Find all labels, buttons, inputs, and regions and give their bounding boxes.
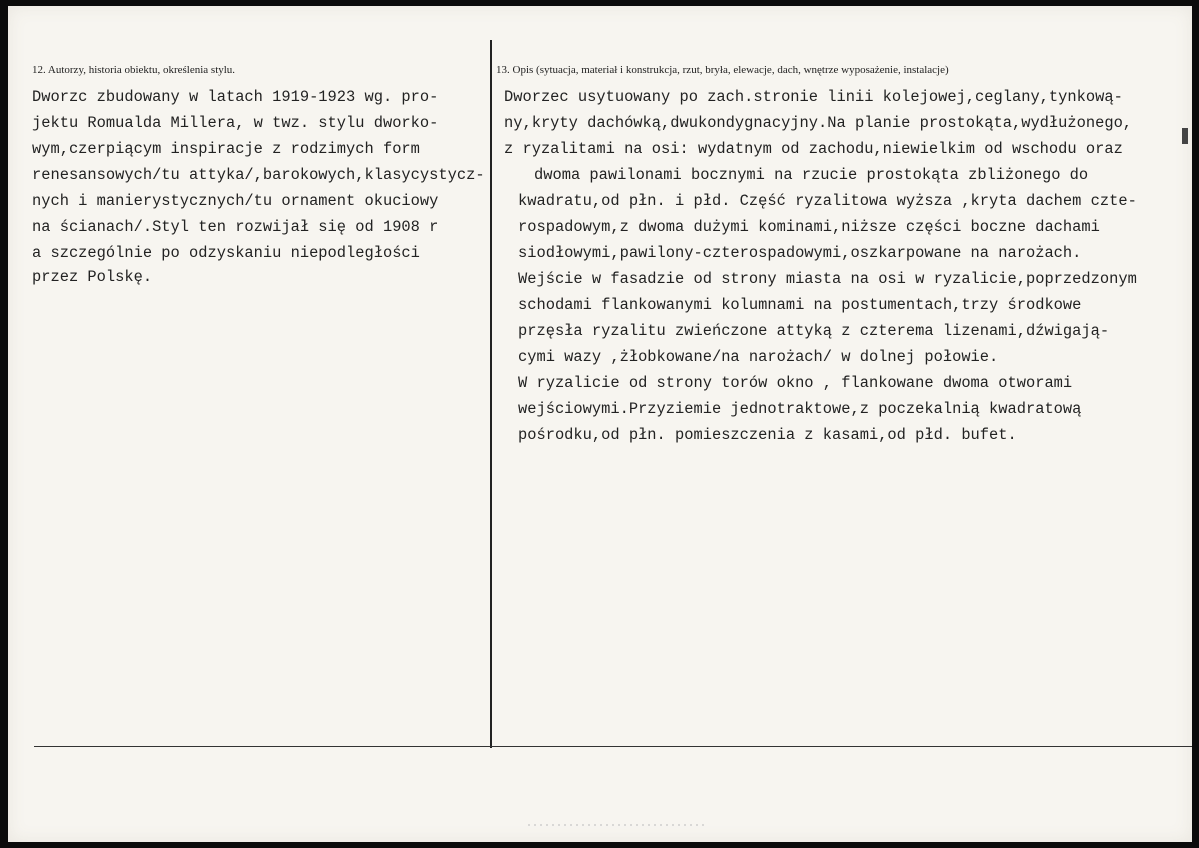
edge-marker [1182, 128, 1188, 144]
text-line: cymi wazy ,żłobkowane/na narożach/ w dolnej połowie. [518, 348, 999, 366]
section-13-header: 13. Opis (sytuacja, materiał i konstrukcja, rzut, bryła, elewacje, dach, wnętrze wyposażenie, instalacje) [496, 64, 949, 76]
text-line: Dworzec usytuowany po zach.stronie linii kolejowej,ceglany,tynkową- [504, 88, 1123, 106]
text-line: Dworzc zbudowany w latach 1919-1923 wg. pro- [32, 88, 439, 106]
text-line: przez Polskę. [32, 268, 153, 286]
text-line: wejściowymi.Przyziemie jednotraktowe,z poczekalnią kwadratową [518, 400, 1082, 418]
text-line: siodłowymi,pawilony-czterospadowymi,oszkarpowane na narożach. [518, 244, 1082, 262]
text-line: renesansowych/tu attyka/,barokowych,klasycystycz- [32, 166, 485, 184]
text-line: Wejście w fasadzie od strony miasta na osi w ryzalicie,poprzedzonym [518, 270, 1137, 288]
text-line: kwadratu,od płn. i płd. Część ryzalitowa wyższa ,kryta dachem czte- [518, 192, 1137, 210]
text-line: a szczególnie po odzyskaniu niepodległości [32, 244, 420, 262]
paper-specks [528, 824, 708, 826]
text-line: schodami flankowanymi kolumnami na postumentach,trzy środkowe [518, 296, 1082, 314]
column-divider [490, 40, 492, 748]
text-line: przęsła ryzalitu zwieńczone attyką z czterema lizenami,dźwigają- [518, 322, 1110, 340]
text-line: wym,czerpiącym inspiracje z rodzimych form [32, 140, 420, 158]
text-line: rospadowym,z dwoma dużymi kominami,niższe części boczne dachami [518, 218, 1100, 236]
text-line: jektu Romualda Millera, w twz. stylu dworko- [32, 114, 439, 132]
text-line: ny,kryty dachówką,dwukondygnacyjny.Na planie prostokąta,wydłużonego, [504, 114, 1133, 132]
record-card [8, 6, 1192, 842]
section-12-header: 12. Autorzy, historia obiektu, określenia stylu. [32, 64, 236, 76]
text-line: z ryzalitami na osi: wydatnym od zachodu,niewielkim od wschodu oraz [504, 140, 1123, 158]
text-line: W ryzalicie od strony torów okno , flankowane dwoma otworami [518, 374, 1073, 392]
bottom-rule [34, 746, 1192, 747]
text-line: nych i manierystycznych/tu ornament okuciowy [32, 192, 439, 210]
text-line: na ścianach/.Styl ten rozwijał się od 1908 r [32, 218, 439, 236]
text-line: pośrodku,od płn. pomieszczenia z kasami,od płd. bufet. [518, 426, 1017, 444]
text-line: dwoma pawilonami bocznymi na rzucie prostokąta zbliżonego do [534, 166, 1089, 184]
